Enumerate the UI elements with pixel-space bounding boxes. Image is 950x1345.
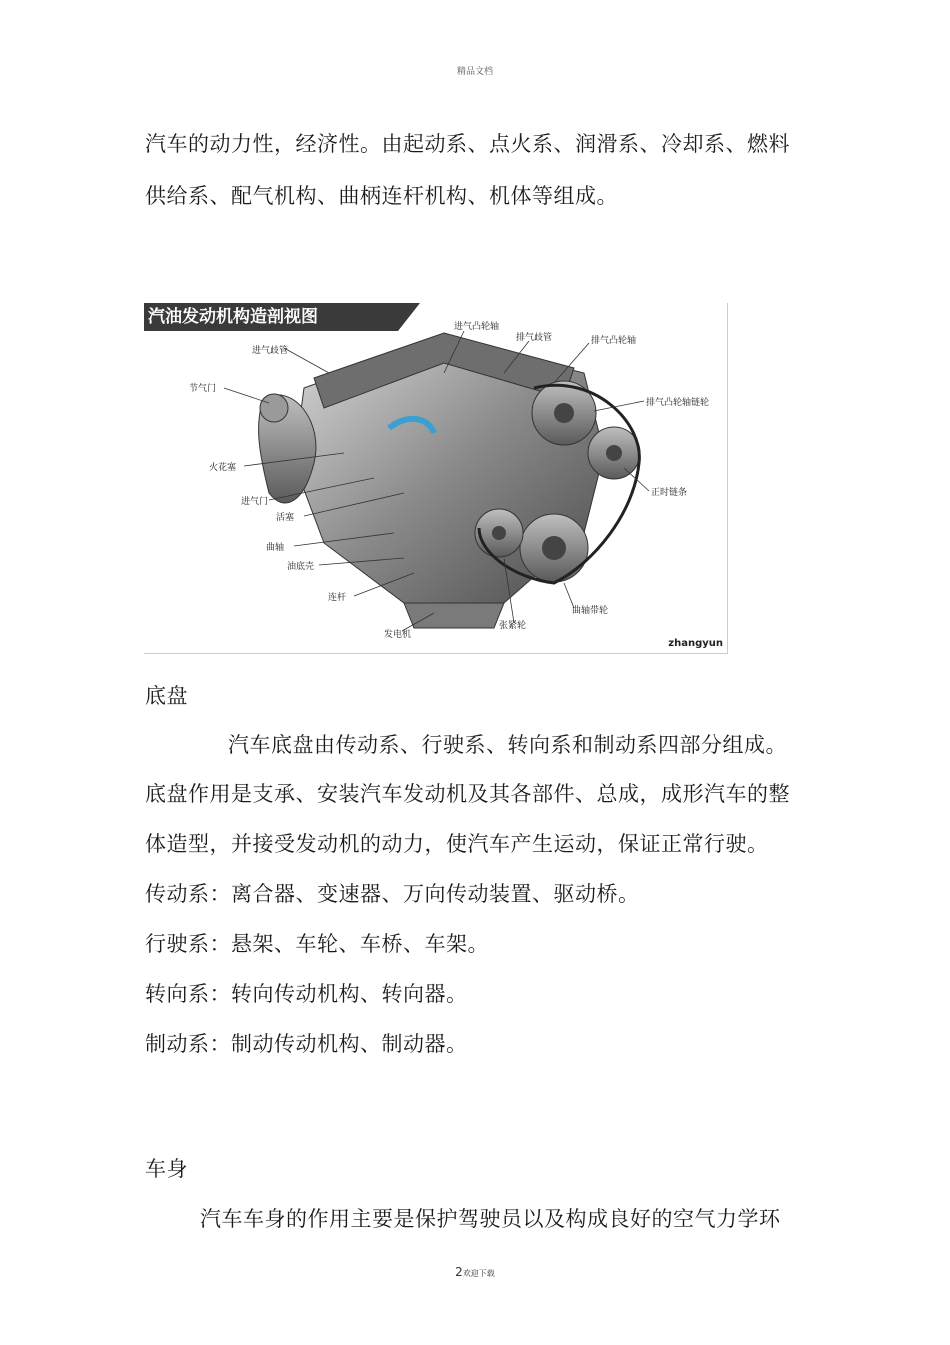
label-piston: 活塞 bbox=[276, 513, 295, 523]
label-tensioner: 张紧轮 bbox=[499, 621, 527, 631]
label-exhaust-camshaft: 排气凸轮轴 bbox=[591, 336, 637, 346]
chassis-paragraph-line-3: 体造型，并接受发动机的动力，使汽车产生运动，保证正常行驶。 bbox=[145, 832, 769, 856]
label-crankshaft: 曲轴 bbox=[266, 543, 285, 553]
engine-paragraph-line-2: 供给系、配气机构、曲柄连杆机构、机体等组成。 bbox=[145, 184, 618, 208]
label-throttle: 节气门 bbox=[189, 384, 217, 394]
engine-paragraph-line-1: 汽车的动力性，经济性。由起动系、点火系、润滑系、冷却系、燃料 bbox=[145, 132, 790, 156]
page-number: 2 bbox=[455, 1265, 463, 1279]
chassis-item-steering: 转向系：转向传动机构、转向器。 bbox=[145, 982, 468, 1006]
chassis-paragraph-line-2: 底盘作用是支承、安装汽车发动机及其各部件、总成，成形汽车的整 bbox=[145, 782, 790, 806]
chassis-item-transmission: 传动系：离合器、变速器、万向传动装置、驱动桥。 bbox=[145, 882, 640, 906]
label-exhaust-manifold: 排气歧管 bbox=[516, 333, 553, 343]
label-intake-camshaft: 进气凸轮轴 bbox=[454, 322, 500, 332]
chassis-item-running-gear: 行驶系：悬架、车轮、车桥、车架。 bbox=[145, 932, 489, 956]
label-timing-chain: 正时链条 bbox=[651, 488, 688, 498]
label-oil-pan: 油底壳 bbox=[287, 562, 315, 572]
label-intake-valve: 进气门 bbox=[241, 497, 269, 507]
engine-illustration bbox=[144, 303, 727, 653]
figure-credit: zhangyun bbox=[668, 638, 723, 649]
label-generator: 发电机 bbox=[384, 630, 412, 640]
footer-text: 欢迎下载 bbox=[462, 1269, 495, 1278]
engine-cutaway-figure bbox=[144, 303, 728, 654]
page-header: 精品文档 bbox=[456, 67, 493, 77]
label-intake-manifold: 进气歧管 bbox=[252, 346, 289, 356]
label-connecting-rod: 连杆 bbox=[328, 593, 347, 603]
label-spark-plug: 火花塞 bbox=[209, 463, 237, 473]
label-exhaust-cam-sprocket: 排气凸轮轴链轮 bbox=[646, 398, 710, 408]
chassis-heading: 底盘 bbox=[145, 684, 188, 708]
chassis-item-braking: 制动系：制动传动机构、制动器。 bbox=[145, 1032, 468, 1056]
chassis-paragraph-line-1: 汽车底盘由传动系、行驶系、转向系和制动系四部分组成。 bbox=[228, 733, 787, 757]
body-heading: 车身 bbox=[145, 1157, 188, 1181]
page-footer bbox=[0, 1261, 950, 1280]
figure-title: 汽油发动机构造剖视图 bbox=[144, 303, 398, 331]
label-crank-pulley: 曲轴带轮 bbox=[572, 606, 609, 616]
body-paragraph-line-1: 汽车车身的作用主要是保护驾驶员以及构成良好的空气力学环 bbox=[200, 1207, 781, 1231]
